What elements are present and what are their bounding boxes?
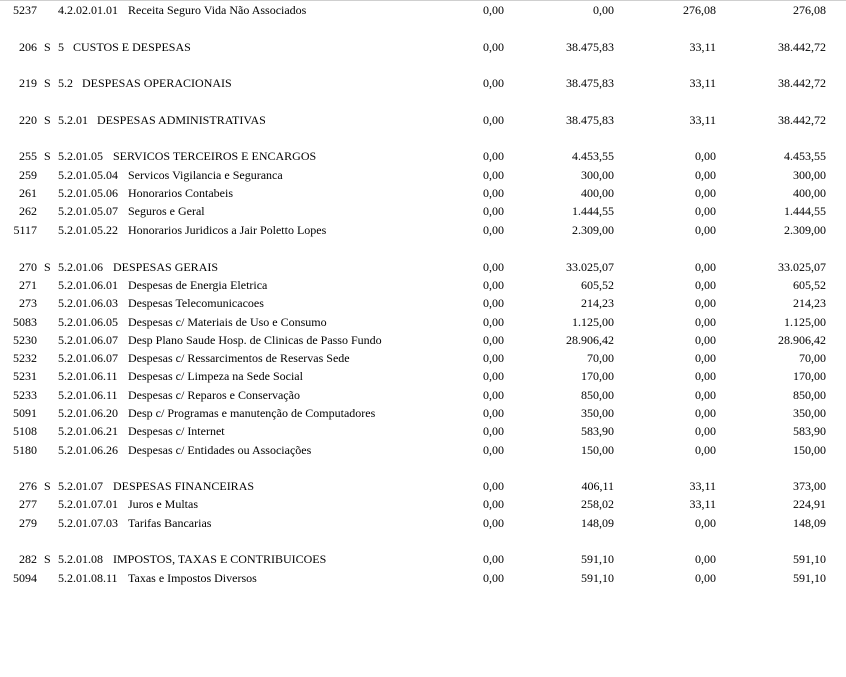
value-col-2: 38.475,83: [566, 76, 614, 90]
account-code: 5.2.01.06.05: [58, 315, 118, 329]
table-row: [0, 294, 846, 312]
account-code: 5.2.01.08: [58, 552, 103, 566]
synthetic-flag: S: [44, 149, 51, 163]
value-col-1: 0,00: [483, 149, 504, 163]
value-col-3: 276,08: [683, 3, 716, 17]
account-code: 5.2.01.07.01: [58, 497, 118, 511]
value-col-3: 0,00: [695, 406, 716, 420]
value-col-2: 583,90: [581, 424, 614, 438]
value-col-3: 33,11: [689, 479, 716, 493]
account-code: 5.2.01.06.03: [58, 296, 118, 310]
group-row: [0, 550, 846, 568]
value-col-3: 0,00: [695, 516, 716, 530]
value-col-1: 0,00: [483, 443, 504, 457]
value-col-4: 170,00: [793, 369, 826, 383]
value-col-1: 0,00: [483, 552, 504, 566]
account-id: 255: [19, 149, 37, 163]
account-code: 5.2.01.05.22: [58, 223, 118, 237]
value-col-4: 148,09: [793, 516, 826, 530]
value-col-1: 0,00: [483, 424, 504, 438]
value-col-1: 0,00: [483, 278, 504, 292]
value-col-2: 38.475,83: [566, 113, 614, 127]
value-col-4: 605,52: [793, 278, 826, 292]
account-code: 5.2.01.06.20: [58, 406, 118, 420]
value-col-3: 0,00: [695, 296, 716, 310]
account-code: 5.2.01.05.04: [58, 168, 118, 182]
value-col-1: 0,00: [483, 76, 504, 90]
account-code: 5.2.01.06.07: [58, 351, 118, 365]
account-description: Tarifas Bancarias: [128, 516, 212, 530]
value-col-1: 0,00: [483, 168, 504, 182]
value-col-4: 373,00: [793, 479, 826, 493]
value-col-1: 0,00: [483, 315, 504, 329]
value-col-3: 0,00: [695, 278, 716, 292]
account-description: DESPESAS GERAIS: [113, 260, 219, 274]
value-col-3: 0,00: [695, 333, 716, 347]
account-id: 5232: [13, 351, 37, 365]
synthetic-flag: S: [44, 479, 51, 493]
value-col-2: 2.309,00: [572, 223, 614, 237]
account-id: 262: [19, 204, 37, 218]
value-col-3: 0,00: [695, 260, 716, 274]
value-col-1: 0,00: [483, 571, 504, 585]
value-col-2: 0,00: [593, 3, 614, 17]
value-col-1: 0,00: [483, 3, 504, 17]
value-col-1: 0,00: [483, 351, 504, 365]
value-col-4: 2.309,00: [784, 223, 826, 237]
value-col-3: 33,11: [689, 497, 716, 511]
account-code: 5.2.01: [58, 113, 88, 127]
table-row: [0, 331, 846, 349]
group-row: [0, 477, 846, 495]
value-col-1: 0,00: [483, 479, 504, 493]
account-id: 277: [19, 497, 37, 511]
value-col-1: 0,00: [483, 260, 504, 274]
value-col-3: 0,00: [695, 571, 716, 585]
account-code: 5.2.01.07.03: [58, 516, 118, 530]
value-col-4: 850,00: [793, 388, 826, 402]
account-description: Despesas c/ Ressarcimentos de Reservas Sede: [128, 351, 350, 365]
value-col-4: 70,00: [799, 351, 826, 365]
table-row: [0, 202, 846, 220]
value-col-2: 148,09: [581, 516, 614, 530]
value-col-1: 0,00: [483, 497, 504, 511]
table-row: [0, 569, 846, 587]
table-row: [0, 221, 846, 239]
value-col-4: 38.442,72: [778, 40, 826, 54]
value-col-4: 38.442,72: [778, 113, 826, 127]
synthetic-flag: S: [44, 40, 51, 54]
value-col-4: 400,00: [793, 186, 826, 200]
table-row: [0, 184, 846, 202]
account-id: 5108: [13, 424, 37, 438]
group-row: [0, 258, 846, 276]
value-col-3: 0,00: [695, 223, 716, 237]
value-col-3: 0,00: [695, 443, 716, 457]
value-col-1: 0,00: [483, 40, 504, 54]
value-col-4: 224,91: [793, 497, 826, 511]
account-description: DESPESAS FINANCEIRAS: [113, 479, 255, 493]
value-col-3: 0,00: [695, 369, 716, 383]
account-code: 5.2.01.05.07: [58, 204, 118, 218]
table-row: [0, 313, 846, 331]
value-col-3: 0,00: [695, 149, 716, 163]
account-description: Desp Plano Saude Hosp. de Clinicas de Passo Fundo: [128, 333, 382, 347]
account-id: 271: [19, 278, 37, 292]
value-col-3: 0,00: [695, 315, 716, 329]
account-id: 5233: [13, 388, 37, 402]
value-col-4: 591,10: [793, 571, 826, 585]
synthetic-flag: S: [44, 113, 51, 127]
account-description: Despesas Telecomunicacoes: [128, 296, 264, 310]
value-col-3: 0,00: [695, 168, 716, 182]
value-col-2: 150,00: [581, 443, 614, 457]
account-id: 206: [19, 40, 37, 54]
value-col-2: 350,00: [581, 406, 614, 420]
value-col-4: 583,90: [793, 424, 826, 438]
account-description: Seguros e Geral: [128, 204, 205, 218]
value-col-1: 0,00: [483, 406, 504, 420]
table-row: [0, 495, 846, 513]
value-col-2: 33.025,07: [566, 260, 614, 274]
value-col-2: 38.475,83: [566, 40, 614, 54]
value-col-1: 0,00: [483, 204, 504, 218]
table-row: [0, 166, 846, 184]
value-col-4: 33.025,07: [778, 260, 826, 274]
account-description: Receita Seguro Vida Não Associados: [128, 3, 307, 17]
account-description: IMPOSTOS, TAXAS E CONTRIBUICOES: [113, 552, 327, 566]
account-id: 273: [19, 296, 37, 310]
account-id: 259: [19, 168, 37, 182]
value-col-3: 0,00: [695, 424, 716, 438]
value-col-1: 0,00: [483, 369, 504, 383]
value-col-2: 28.906,42: [566, 333, 614, 347]
account-description: Desp c/ Programas e manutenção de Computadores: [128, 406, 376, 420]
account-description: DESPESAS OPERACIONAIS: [82, 76, 232, 90]
account-code: 5.2.01.06.01: [58, 278, 118, 292]
group-row: [0, 147, 846, 165]
value-col-3: 33,11: [689, 40, 716, 54]
synthetic-flag: S: [44, 76, 51, 90]
value-col-4: 28.906,42: [778, 333, 826, 347]
value-col-1: 0,00: [483, 333, 504, 347]
account-description: Taxas e Impostos Diversos: [128, 571, 257, 585]
value-col-1: 0,00: [483, 296, 504, 310]
account-code: 5.2.01.06: [58, 260, 103, 274]
group-row: [0, 74, 846, 92]
value-col-2: 1.125,00: [572, 315, 614, 329]
account-id: 5091: [13, 406, 37, 420]
account-code: 5.2.01.05.06: [58, 186, 118, 200]
table-row: [0, 1, 846, 19]
value-col-2: 591,10: [581, 571, 614, 585]
value-col-3: 0,00: [695, 204, 716, 218]
account-id: 5094: [13, 571, 37, 585]
value-col-2: 214,23: [581, 296, 614, 310]
account-description: DESPESAS ADMINISTRATIVAS: [97, 113, 266, 127]
account-code: 5.2.01.08.11: [58, 571, 118, 585]
value-col-2: 170,00: [581, 369, 614, 383]
account-code: 5.2.01.06.11: [58, 388, 118, 402]
value-col-4: 214,23: [793, 296, 826, 310]
value-col-1: 0,00: [483, 186, 504, 200]
value-col-4: 350,00: [793, 406, 826, 420]
account-description: Despesas c/ Entidades ou Associações: [128, 443, 312, 457]
account-description: Honorarios Juridicos a Jair Poletto Lopes: [128, 223, 327, 237]
group-row: [0, 38, 846, 56]
value-col-4: 276,08: [793, 3, 826, 17]
account-code: 5.2.01.05: [58, 149, 103, 163]
account-id: 5083: [13, 315, 37, 329]
account-id: 270: [19, 260, 37, 274]
value-col-4: 591,10: [793, 552, 826, 566]
table-row: [0, 514, 846, 532]
value-col-1: 0,00: [483, 113, 504, 127]
account-description: Despesas c/ Reparos e Conservação: [128, 388, 300, 402]
table-row: [0, 276, 846, 294]
table-row: [0, 367, 846, 385]
synthetic-flag: S: [44, 260, 51, 274]
table-row: [0, 441, 846, 459]
account-description: Servicos Vigilancia e Seguranca: [128, 168, 283, 182]
value-col-1: 0,00: [483, 388, 504, 402]
value-col-2: 406,11: [581, 479, 614, 493]
value-col-4: 1.125,00: [784, 315, 826, 329]
account-id: 5117: [13, 223, 37, 237]
value-col-4: 38.442,72: [778, 76, 826, 90]
account-id: 5237: [13, 3, 37, 17]
value-col-2: 70,00: [587, 351, 614, 365]
table-row: [0, 386, 846, 404]
table-row: [0, 422, 846, 440]
value-col-2: 591,10: [581, 552, 614, 566]
value-col-4: 4.453,55: [784, 149, 826, 163]
account-description: Juros e Multas: [128, 497, 198, 511]
account-id: 261: [19, 186, 37, 200]
value-col-3: 0,00: [695, 351, 716, 365]
account-id: 5231: [13, 369, 37, 383]
account-code: 5.2.01.07: [58, 479, 103, 493]
value-col-3: 33,11: [689, 113, 716, 127]
account-description: CUSTOS E DESPESAS: [73, 40, 191, 54]
value-col-4: 1.444,55: [784, 204, 826, 218]
account-id: 279: [19, 516, 37, 530]
account-code: 5: [58, 40, 64, 54]
value-col-2: 4.453,55: [572, 149, 614, 163]
account-id: 219: [19, 76, 37, 90]
account-id: 276: [19, 479, 37, 493]
account-description: Despesas de Energia Eletrica: [128, 278, 268, 292]
account-code: 5.2: [58, 76, 73, 90]
account-id: 5230: [13, 333, 37, 347]
value-col-3: 0,00: [695, 186, 716, 200]
value-col-2: 1.444,55: [572, 204, 614, 218]
table-row: [0, 404, 846, 422]
value-col-2: 400,00: [581, 186, 614, 200]
value-col-2: 850,00: [581, 388, 614, 402]
account-id: 282: [19, 552, 37, 566]
value-col-4: 150,00: [793, 443, 826, 457]
account-code: 5.2.01.06.21: [58, 424, 118, 438]
account-id: 220: [19, 113, 37, 127]
account-description: Despesas c/ Materiais de Uso e Consumo: [128, 315, 327, 329]
account-description: Honorarios Contabeis: [128, 186, 233, 200]
value-col-3: 33,11: [689, 76, 716, 90]
synthetic-flag: S: [44, 552, 51, 566]
value-col-2: 605,52: [581, 278, 614, 292]
value-col-2: 258,02: [581, 497, 614, 511]
value-col-1: 0,00: [483, 516, 504, 530]
account-description: SERVICOS TERCEIROS E ENCARGOS: [113, 149, 317, 163]
account-id: 5180: [13, 443, 37, 457]
value-col-4: 300,00: [793, 168, 826, 182]
account-code: 5.2.01.06.11: [58, 369, 118, 383]
group-row: [0, 111, 846, 129]
table-row: [0, 349, 846, 367]
value-col-3: 0,00: [695, 388, 716, 402]
account-code: 4.2.02.01.01: [58, 3, 118, 17]
account-description: Despesas c/ Limpeza na Sede Social: [128, 369, 303, 383]
account-description: Despesas c/ Internet: [128, 424, 225, 438]
account-code: 5.2.01.06.26: [58, 443, 118, 457]
value-col-3: 0,00: [695, 552, 716, 566]
account-code: 5.2.01.06.07: [58, 333, 118, 347]
value-col-1: 0,00: [483, 223, 504, 237]
value-col-2: 300,00: [581, 168, 614, 182]
